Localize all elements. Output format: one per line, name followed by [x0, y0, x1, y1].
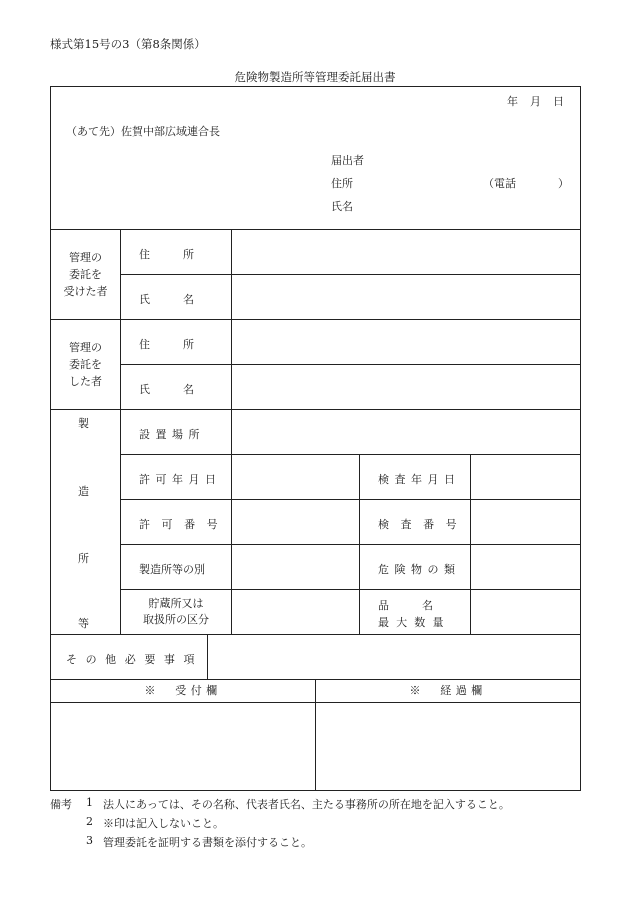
- truster-address-label: 住 所: [139, 338, 194, 351]
- date-year-label: 年: [507, 95, 518, 108]
- permit-number-label: 許可番号: [139, 518, 230, 531]
- divider: [120, 544, 581, 545]
- divider: [50, 409, 581, 410]
- trustee-address-label: 住 所: [139, 248, 194, 261]
- divider: [120, 499, 581, 500]
- inspection-date-label: 検査年月日: [378, 473, 461, 486]
- trustee-heading-line: 受けた者: [63, 285, 108, 299]
- divider: [207, 634, 208, 679]
- note-number: 2: [86, 815, 93, 828]
- note-text: 法人にあっては、その名称、代表者氏名、主たる事務所の所在地を記入すること。: [103, 798, 510, 811]
- location-label: 設置場所: [139, 428, 205, 441]
- reception-column-header: ※ 受付欄: [144, 684, 222, 698]
- truster-heading-line: 委託を: [69, 357, 102, 371]
- storage-class-label: [121, 590, 231, 634]
- divider: [231, 229, 232, 634]
- notifier-phone-close: ）: [558, 177, 569, 190]
- trustee-heading-line: 管理の: [69, 250, 102, 264]
- permit-date-label: 許可年月日: [139, 473, 222, 486]
- facility-side-char: 等: [78, 617, 89, 630]
- facility-side-char: 造: [78, 485, 89, 498]
- notifier-phone-open: （電話: [483, 177, 516, 190]
- product-name-label: 品 名: [378, 599, 433, 612]
- trustee-name-label: 氏 名: [139, 293, 194, 306]
- divider: [359, 454, 360, 634]
- divider: [120, 454, 581, 455]
- hazard-class-label: 危険物の類: [378, 563, 461, 576]
- notes-heading: 備考: [50, 798, 72, 811]
- addressee: （あて先）佐賀中部広域連合長: [66, 125, 220, 138]
- divider: [120, 274, 581, 275]
- divider: [470, 454, 471, 634]
- notifier-label: 届出者: [331, 154, 364, 167]
- note-text: ※印は記入しないこと。: [103, 817, 224, 830]
- trustee-heading-line: 委託を: [69, 267, 102, 281]
- storage-class-line: 取扱所の区分: [143, 613, 209, 626]
- other-items-label: その他必要事項: [66, 653, 204, 666]
- divider: [50, 229, 581, 230]
- inspection-number-label: 検査番号: [378, 518, 469, 531]
- notifier-name-label: 氏名: [331, 200, 353, 213]
- facility-side-char: 所: [78, 552, 89, 565]
- note-number: 3: [86, 834, 93, 847]
- divider: [120, 229, 121, 634]
- progress-column-header: ※ 経過欄: [409, 684, 487, 698]
- max-quantity-label: 最大数量: [378, 616, 451, 629]
- date-day-label: 日: [553, 95, 564, 108]
- facility-side-char: 製: [78, 417, 89, 430]
- storage-class-line: 貯蔵所又は: [148, 597, 204, 611]
- truster-heading: [51, 320, 120, 409]
- date-month-label: 月: [530, 95, 541, 108]
- truster-heading-line: した者: [69, 375, 102, 389]
- divider: [120, 364, 581, 365]
- note-number: 1: [86, 796, 93, 809]
- form-title: 危険物製造所等管理委託届出書: [234, 70, 396, 84]
- note-text: 管理委託を証明する書類を添付すること。: [103, 836, 312, 849]
- notifier-address-label: 住所: [331, 177, 353, 190]
- truster-heading-line: 管理の: [69, 340, 102, 354]
- divider: [50, 634, 581, 635]
- divider: [50, 319, 581, 320]
- form-number: 様式第15号の3（第8条関係）: [50, 37, 206, 51]
- trustee-heading: [51, 230, 120, 319]
- truster-name-label: 氏 名: [139, 383, 194, 396]
- facility-type-label: 製造所等の別: [139, 563, 205, 576]
